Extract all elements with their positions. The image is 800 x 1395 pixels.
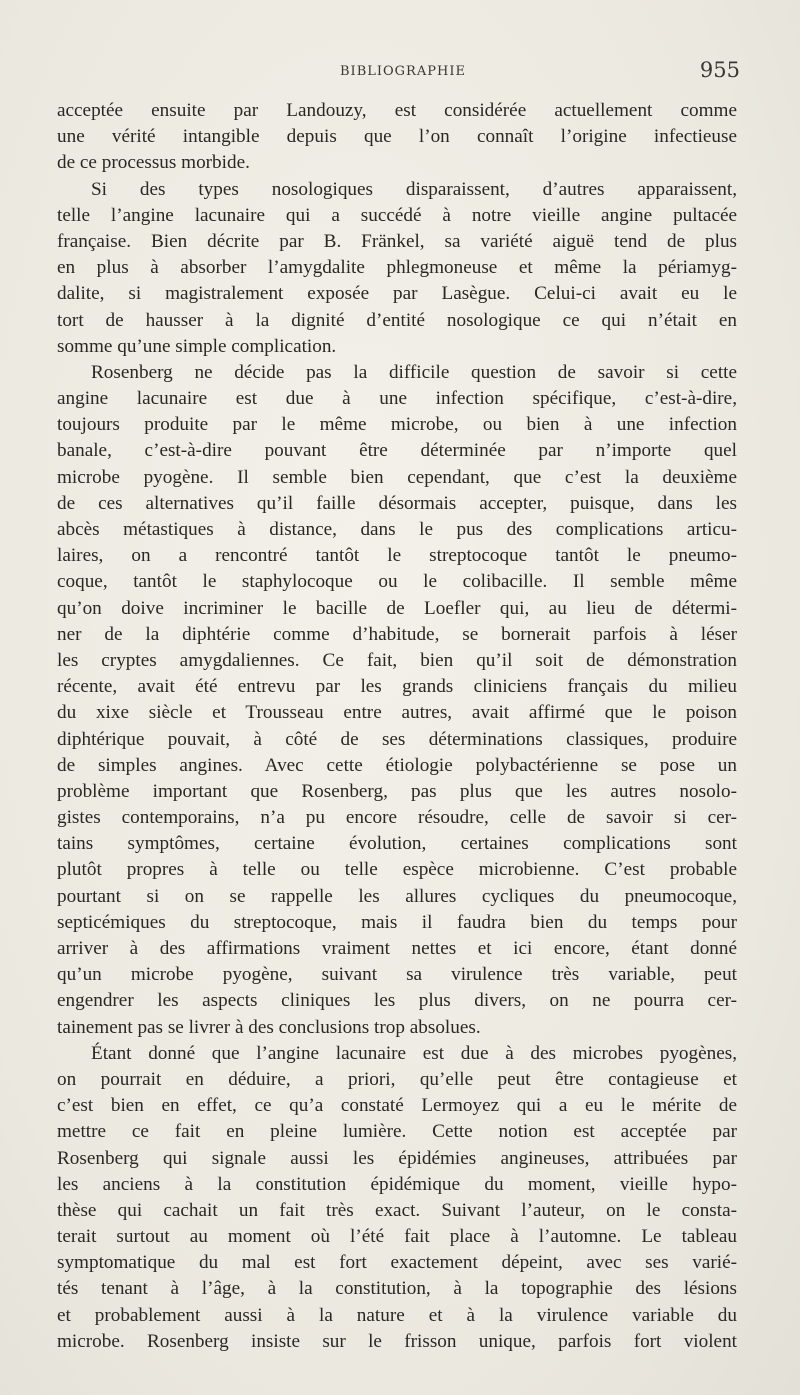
text-line: microbe. Rosenberg insiste sur le frisson unique, parfois fort violent bbox=[57, 1330, 737, 1352]
page-number: 955 bbox=[699, 58, 740, 82]
text-line: les cryptes amygdaliennes. Ce fait, bien qu’il soit de démonstration bbox=[57, 649, 737, 671]
text-line: de ces alternatives qu’il faille désormais accepter, puisque, dans les bbox=[57, 492, 737, 514]
text-line: symptomatique du mal est fort exactement dépeint, avec ses varié- bbox=[57, 1252, 737, 1274]
text-line: abcès métastiques à distance, dans le pus des complications articu- bbox=[57, 519, 737, 540]
text-line: les anciens à la constitution épidémique du moment, vieille hypo- bbox=[57, 1173, 737, 1195]
text-line: mettre ce fait en pleine lumière. Cette notion est acceptée par bbox=[57, 1121, 737, 1143]
text-line: arriver à des affirmations vraiment nettes et ici encore, étant donné bbox=[57, 938, 737, 959]
text-line: microbe pyogène. Il semble bien cependant, que c’est la deuxième bbox=[57, 466, 737, 488]
text-line: de ce processus morbide. bbox=[57, 152, 250, 174]
text-line: banale, c’est-à-dire pouvant être déterminée par n’importe quel bbox=[57, 440, 737, 462]
text-line: tés tenant à l’âge, à la constitution, à la topographie des lésions bbox=[57, 1278, 737, 1300]
text-line: récente, avait été entrevu par les grands cliniciens français du milieu bbox=[57, 676, 737, 698]
text-line: terait surtout au moment où l’été fait place à l’automne. Le tableau bbox=[57, 1226, 737, 1248]
text-line: une vérité intangible depuis que l’on connaît l’origine infectieuse bbox=[57, 126, 737, 148]
text-line: en plus à absorber l’amygdalite phlegmoneuse et même la périamyg- bbox=[57, 257, 737, 279]
text-line: ner de la diphtérie comme d’habitude, se bornerait parfois à léser bbox=[57, 623, 737, 645]
text-line: somme qu’une simple complication. bbox=[57, 335, 337, 357]
text-line: pourtant si on se rappelle les allures cycliques du pneumocoque, bbox=[57, 885, 737, 907]
text-line: tort de hausser à la dignité d’entité nosologique ce qui n’était en bbox=[57, 309, 737, 331]
page-header bbox=[60, 58, 740, 88]
text-line: qu’un microbe pyogène, suivant sa virulence très variable, peut bbox=[57, 964, 737, 986]
text-line: Rosenberg ne décide pas la difficile question de savoir si cette bbox=[91, 361, 737, 383]
running-title: BIBLIOGRAPHIE bbox=[340, 64, 466, 79]
text-line: Si des types nosologiques disparaissent, d’autres apparaissent, bbox=[91, 178, 737, 200]
text-line: Rosenberg qui signale aussi les épidémies angineuses, attribuées par bbox=[57, 1147, 737, 1169]
text-line: coque, tantôt le staphylocoque ou le colibacille. Il semble même bbox=[57, 571, 737, 593]
text-line: Étant donné que l’angine lacunaire est due à des microbes pyogènes, bbox=[91, 1042, 737, 1064]
text-line: on pourrait en déduire, a priori, qu’elle peut être contagieuse et bbox=[57, 1068, 737, 1090]
text-line: gistes contemporains, n’a pu encore résoudre, celle de savoir si cer- bbox=[57, 807, 737, 829]
text-line: acceptée ensuite par Landouzy, est considérée actuellement comme bbox=[57, 100, 737, 121]
text-line: plutôt propres à telle ou telle espèce microbienne. C’est probable bbox=[57, 859, 737, 881]
text-line: thèse qui cachait un fait très exact. Suivant l’auteur, on le consta- bbox=[57, 1199, 737, 1221]
text-line: engendrer les aspects cliniques les plus divers, on ne pourra cer- bbox=[57, 990, 737, 1012]
text-line: tains symptômes, certaine évolution, certaines complications sont bbox=[57, 833, 737, 855]
text-line: laires, on a rencontré tantôt le streptocoque tantôt le pneumo- bbox=[57, 545, 737, 567]
text-line: telle l’angine lacunaire qui a succédé à notre vieille angine pultacée bbox=[57, 204, 737, 226]
text-line: française. Bien décrite par B. Fränkel, sa variété aiguë tend de plus bbox=[57, 230, 737, 252]
text-line: septicémiques du streptocoque, mais il faudra bien du temps pour bbox=[57, 911, 737, 933]
text-line: du xixe siècle et Trousseau entre autres, avait affirmé que le poison bbox=[57, 702, 737, 724]
text-line: c’est bien en effet, ce qu’a constaté Lermoyez qui a eu le mérite de bbox=[57, 1095, 737, 1117]
text-line: de simples angines. Avec cette étiologie polybactérienne se pose un bbox=[57, 754, 737, 776]
text-line: et probablement aussi à la nature et à la virulence variable du bbox=[57, 1304, 737, 1326]
text-line: dalite, si magistralement exposée par Lasègue. Celui-ci avait eu le bbox=[57, 283, 737, 305]
text-line: toujours produite par le même microbe, ou bien à une infection bbox=[57, 414, 737, 436]
body-text bbox=[57, 98, 737, 1355]
text-line: angine lacunaire est due à une infection spécifique, c’est-à-dire, bbox=[57, 388, 737, 410]
text-line: problème important que Rosenberg, pas plus que les autres nosolo- bbox=[57, 780, 737, 802]
text-line: tainement pas se livrer à des conclusions trop absolues. bbox=[57, 1016, 481, 1038]
text-line: diphtérique pouvait, à côté de ses déterminations classiques, produire bbox=[57, 728, 737, 750]
text-line: qu’on doive incriminer le bacille de Loefler qui, au lieu de détermi- bbox=[57, 597, 737, 619]
